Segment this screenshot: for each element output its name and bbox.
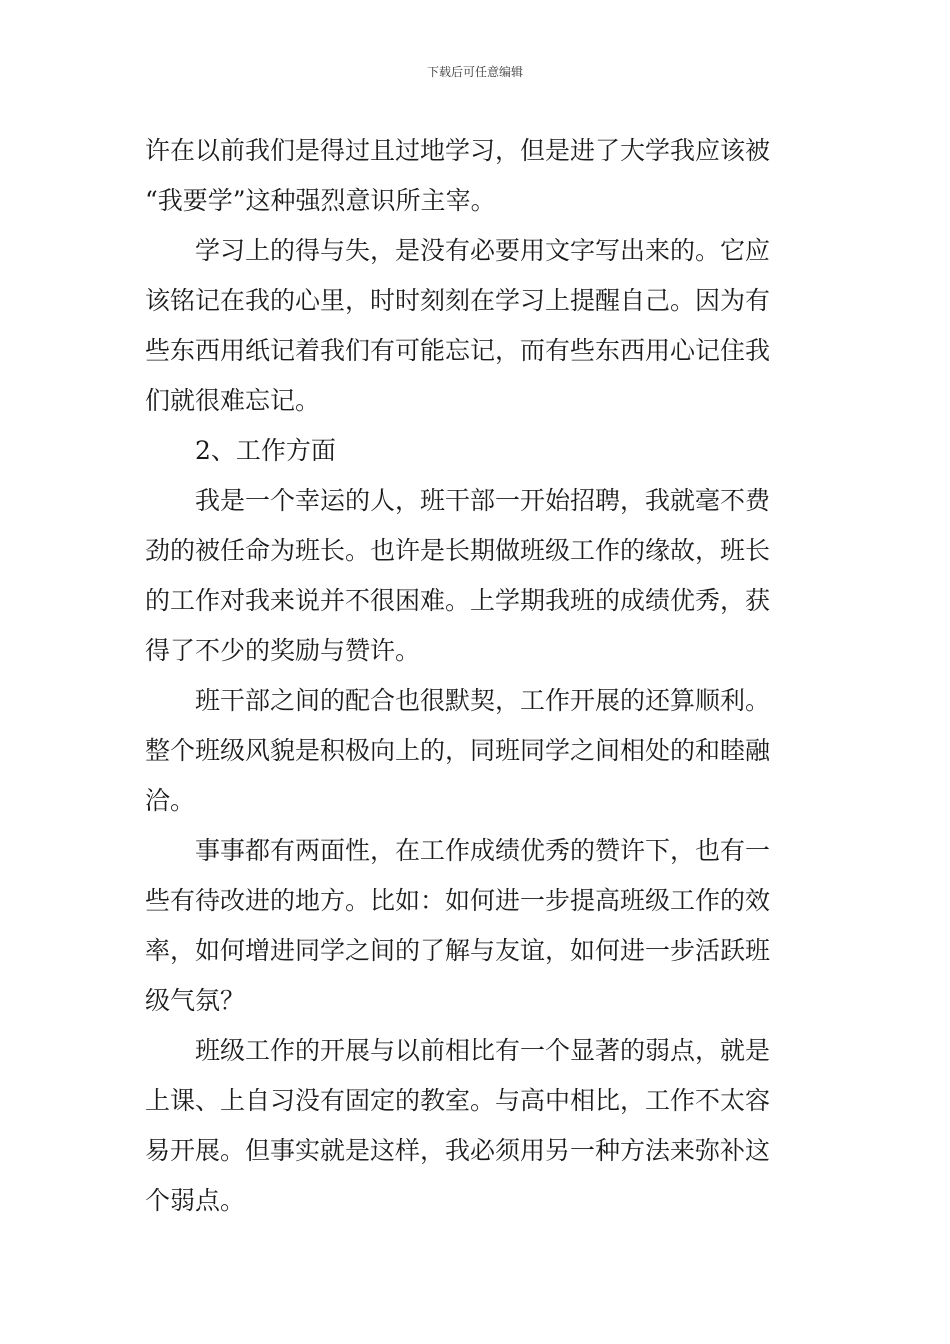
text-line: 洽。 [145,786,196,815]
text-line: 些东西用纸记着我们有可能忘记，而有些东西用心记住我 [145,336,771,365]
text-line: 整个班级风貌是积极向上的，同班同学之间相处的和睦融 [145,736,771,765]
text-line: 班干部之间的配合也很默契，工作开展的还算顺利。 [195,686,771,715]
text-line: 许在以前我们是得过且过地学习，但是进了大学我应该被 [145,136,771,165]
text-line: 率，如何增进同学之间的了解与友谊，如何进一步活跃班 [145,936,771,965]
text-line: 事事都有两面性，在工作成绩优秀的赞许下，也有一 [195,836,771,865]
paragraph [145,226,807,426]
text-line: 我是一个幸运的人，班干部一开始招聘，我就毫不费 [195,486,771,515]
text-line: 些有待改进的地方。比如：如何进一步提高班级工作的效 [145,886,771,915]
paragraph [145,476,807,676]
text-line: 该铭记在我的心里，时时刻刻在学习上提醒自己。因为有 [145,286,771,315]
text-line: 得了不少的奖励与赞许。 [145,636,421,665]
text-line: 级气氛？ [145,986,246,1015]
section-heading [145,426,807,476]
section-heading-text: 2、工作方面 [195,436,336,465]
text-line: “我要学”这种强烈意识所主宰。 [145,186,496,215]
text-line: 劲的被任命为班长。也许是长期做班级工作的缘故，班长 [145,536,771,565]
paragraph [145,676,807,826]
paragraph [145,126,807,226]
paragraph [145,826,807,1026]
text-line: 易开展。但事实就是这样，我必须用另一种方法来弥补这 [145,1136,771,1165]
text-line: 班级工作的开展与以前相比有一个显著的弱点，就是 [195,1036,771,1065]
page-header: 下载后可任意编辑 [426,65,523,79]
text-line: 个弱点。 [145,1186,246,1215]
text-line: 们就很难忘记。 [145,386,321,415]
text-line: 的工作对我来说并不很困难。上学期我班的成绩优秀，获 [145,586,771,615]
text-line: 上课、上自习没有固定的教室。与高中相比，工作不太容 [145,1086,771,1115]
document-body [145,126,807,1226]
paragraph [145,1026,807,1226]
text-line: 学习上的得与失，是没有必要用文字写出来的。它应 [195,236,771,265]
